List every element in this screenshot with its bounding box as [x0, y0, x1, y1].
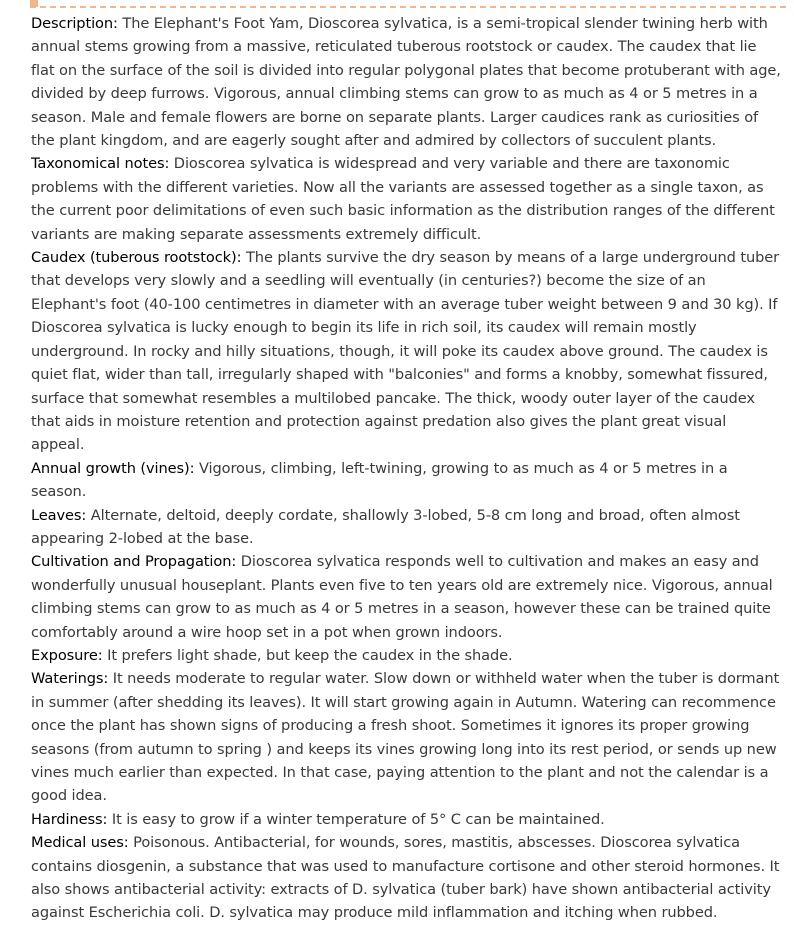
section-label: Cultivation and Propagation:	[31, 553, 237, 571]
section-label: Caudex (tuberous rootstock):	[31, 249, 242, 267]
section-text: Alternate, deltoid, deeply cordate, shallowly 3-lobed, 5-8 cm long and broad, often almost appearing 2-lobed at the base.	[31, 506, 740, 547]
section-cultivation	[31, 550, 783, 644]
section-label: Waterings:	[31, 670, 109, 688]
section-taxonomical-notes	[31, 152, 783, 246]
section-caudex	[31, 246, 783, 457]
section-exposure	[31, 644, 783, 667]
section-medical-uses	[31, 831, 783, 925]
section-label: Hardiness:	[31, 810, 108, 828]
section-text: The plants survive the dry season by means of a large underground tuber that develops very slowly and a seedling will eventually (in centuries?) become the size of an Elephant's foot (40-100 centimetres in diameter with an average tuber weight between 9 and 30 kg). If Dioscorea sylvatica is lucky enough to begin its life in rich soil, its caudex will remain mostly underground. In rocky and hilly situations, though, it will poke its caudex above ground. The caudex is quiet flat, wider than tall, irregularly shaped with "balconies" and forms a knobby, somewhat fissured, surface that somewhat resembles a multilobed pancake. The thick, woody outer layer of the caudex that aids in moisture retention and protection against predation also gives the plant great visual appeal.	[31, 249, 780, 454]
plant-description-document	[31, 12, 783, 925]
section-text: Poisonous. Antibacterial, for wounds, sores, mastitis, abscesses. Dioscorea sylvatica contains diosgenin, a substance that was used to manufacture cortisone and other steroid hormones. It also shows antibacterial activity: extracts of D. sylvatica (tuber bark) have shown antibacterial activity against Escherichia coli. D. sylvatica may produce mild inflammation and itching when rubbed.	[31, 834, 780, 922]
section-waterings	[31, 667, 783, 807]
section-text: Dioscorea sylvatica is widespread and very variable and there are taxonomic problems with the different varieties. Now all the variants are assessed together as a single taxon, as the current poor delimitations of even such basic information as the distribution ranges of the different variants are making separate assessments extremely difficult.	[31, 155, 775, 243]
section-text: It prefers light shade, but keep the caudex in the shade.	[102, 646, 513, 664]
section-label: Exposure:	[31, 646, 103, 664]
section-annual-growth	[31, 457, 783, 504]
section-text: The Elephant's Foot Yam, Dioscorea sylvatica, is a semi-tropical slender twining herb with annual stems growing from a massive, reticulated tuberous rootstock or caudex. The caudex that lie flat on the surface of the soil is divided into regular polygonal plates that become protuberant with age, divided by deep furrows. Vigorous, annual climbing stems can grow to as much as 4 or 5 metres in a season. Male and female flowers are borne on separate plants. Larger caudices rank as curiosities of the plant kingdom, and are eagerly sought after and admired by collectors of succulent plants.	[31, 15, 781, 150]
section-label: Annual growth (vines):	[31, 459, 195, 477]
section-text: It needs moderate to regular water. Slow down or withheld water when the tuber is dormant in summer (after shedding its leaves). It will start growing again in Autumn. Watering can recommence once the plant has shown signs of producing a fresh shoot. Sometimes it ignores its proper growing seasons (from autumn to spring ) and keeps its vines growing long into its rest period, or sends up new vines much earlier than expected. In that case, paying attention to the plant and not the calendar is a good idea.	[31, 670, 780, 805]
section-label: Taxonomical notes:	[31, 155, 170, 173]
section-label: Leaves:	[31, 506, 87, 524]
section-text: Vigorous, climbing, left-twining, growing to as much as 4 or 5 metres in a season.	[31, 459, 728, 501]
section-label: Description:	[31, 15, 118, 32]
section-hardiness	[31, 808, 783, 831]
dashed-top-border	[30, 6, 786, 8]
section-description	[31, 12, 783, 152]
section-leaves	[31, 504, 783, 551]
section-text: It is easy to grow if a winter temperature of 5° C can be maintained.	[107, 810, 605, 828]
section-text: Dioscorea sylvatica responds well to cultivation and makes an easy and wonderfully unusual houseplant. Plants even five to ten years old are extremely nice. Vigorous, annual climbing stems can grow to as much as 4 or 5 metres in a season, however these can be trained quite comfortably around a wire hoop set in a pot when grown indoors.	[31, 553, 773, 641]
section-label: Medical uses:	[31, 834, 129, 852]
